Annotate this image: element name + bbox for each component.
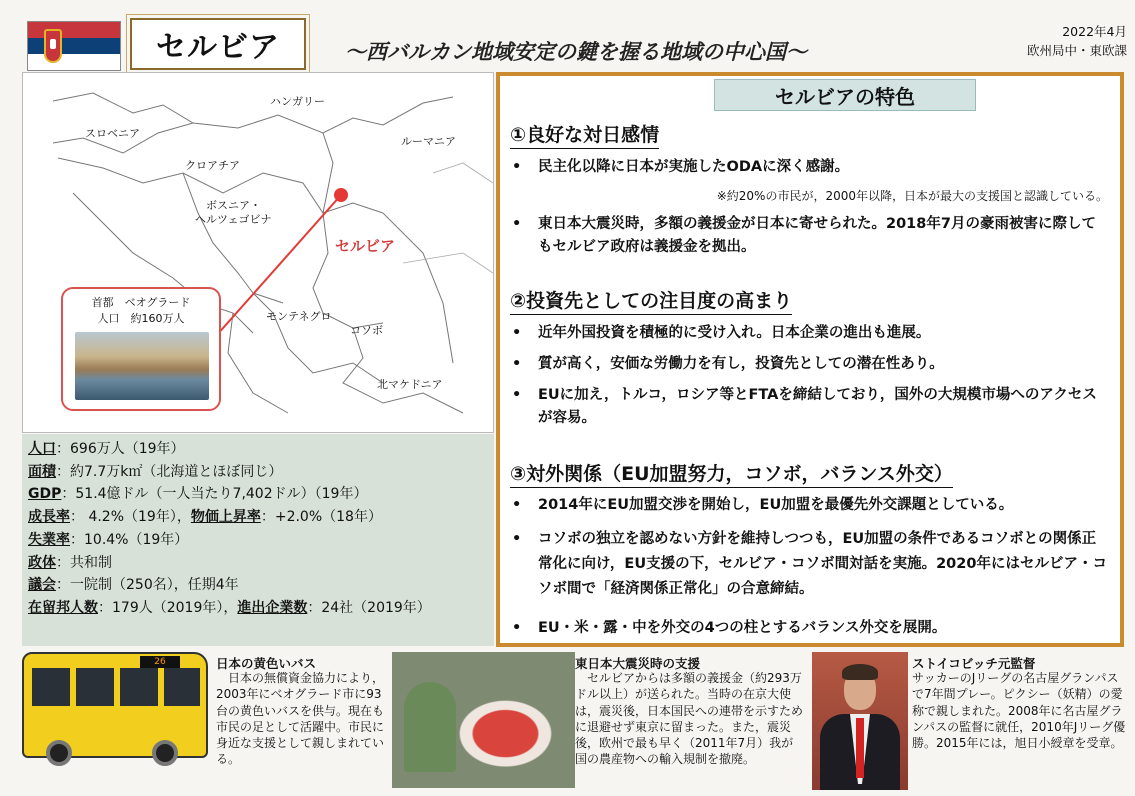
capital-population: 人口 約160万人 xyxy=(97,312,185,325)
card-text-earthquake: セルビアからは多額の義援金（約293万ドル以上）が送られた。当時の在京大使は，震災後，日本国民への連帯を示すために退避せず東京に留まった。また，震災後，欧州で最も早く（2011年7月）我が国の農産物への輸入規制を撤廃。 xyxy=(575,671,804,767)
bullet-eu-accession: • 2014年にEU加盟交渉を開始し，EU加盟を最優先外交課題としている。 xyxy=(510,494,1110,517)
label-north-macedonia: 北マケドニア xyxy=(377,378,443,391)
label-slovenia: スロベニア xyxy=(85,127,140,140)
card-stojkovic xyxy=(812,652,1130,792)
department: 欧州局中・東欧課 xyxy=(1026,43,1127,58)
fact-gdp: GDP：51.4億ドル（一人当たり7,402ドル）（19年） xyxy=(28,486,368,503)
issue-info xyxy=(1027,22,1127,60)
card-title-stojkovic: ストイコビッチ元監督 xyxy=(912,656,1036,671)
fact-government: 政体：共和制 xyxy=(28,554,112,571)
label-croatia: クロアチア xyxy=(185,159,240,172)
label-bosnia-1: ボスニア・ xyxy=(206,199,261,212)
fact-parliament: 議会：一院制（250名），任期4年 xyxy=(28,577,239,594)
capital-callout xyxy=(61,287,221,411)
label-montenegro: モンテネグロ xyxy=(266,310,332,323)
label-romania: ルーマニア xyxy=(401,135,456,148)
coat-of-arms-icon xyxy=(44,29,62,63)
section-title-japan-sentiment: ①良好な対日感情 xyxy=(510,120,659,149)
basic-facts xyxy=(22,434,494,646)
fact-residents-companies: 在留邦人数：179人（2019年），進出企業数：24社（2019年） xyxy=(28,599,431,616)
card-earthquake-support xyxy=(392,652,807,792)
bullet-oda: • 民主化以降に日本が実施したODAに深く感謝。 xyxy=(510,156,1110,179)
coach-photo xyxy=(812,652,908,790)
card-text-stojkovic: サッカーのJリーグの名古屋グランパスで7年間プレー。ピクシー（妖精）の愛称で親しまれた。2008年に名古屋グランパスの監督に就任，2010年Jリーグ優勝。2015年には，旭日小綬章を受章。 xyxy=(912,671,1126,751)
serbia-flag xyxy=(27,21,121,71)
features-heading: セルビアの特色 xyxy=(714,79,976,111)
note-support-country: ※約20%の市民が，2000年以降，日本が最大の支援国と認識している。 xyxy=(716,189,1108,203)
belgrade-photo xyxy=(75,332,209,400)
card-yellow-bus xyxy=(22,652,394,792)
bullet-donations: • 東日本大震災時，多額の義援金が日本に寄せられた。2018年7月の豪雨被害に際してもセルビア政府は義援金を拠出。 xyxy=(510,213,1110,259)
section-title-foreign-relations: ③対外関係（EU加盟努力，コソボ，バランス外交） xyxy=(510,459,953,488)
issue-date: 2022年4月 xyxy=(1062,24,1127,39)
page-subtitle: ～西バルカン地域安定の鍵を握る地域の中心国～ xyxy=(345,40,807,64)
fact-unemployment: 失業率：10.4%（19年） xyxy=(28,531,189,548)
card-title-earthquake: 東日本大震災時の支援 xyxy=(575,656,701,671)
label-serbia: セルビア xyxy=(335,237,396,255)
label-bosnia-2: ヘルツェゴビナ xyxy=(195,213,272,226)
capital-name: 首都 ベオグラード xyxy=(91,296,191,309)
crowd-photo xyxy=(392,652,575,788)
bullet-foreign-investment: • 近年外国投資を積極的に受け入れ。日本企業の進出も進展。 xyxy=(510,322,1110,345)
yellow-bus-photo: 26 xyxy=(22,652,208,758)
fact-growth-inflation: 成長率： 4.2%（19年），物価上昇率：+2.0%（18年） xyxy=(28,509,382,526)
bullet-balance-diplomacy: • EU・米・露・中を外交の4つの柱とするバランス外交を展開。 xyxy=(510,617,1110,640)
page-title: セルビア xyxy=(130,18,306,70)
bullet-labor: • 質が高く，安価な労働力を有し，投資先としての潜在性あり。 xyxy=(510,353,1110,376)
label-hungary: ハンガリー xyxy=(270,95,325,108)
bullet-fta: • EUに加え，トルコ，ロシア等とFTAを締結しており，国外の大規模市場へのアクセスが容易。 xyxy=(510,384,1110,430)
card-title-bus: 日本の黄色いバス xyxy=(216,656,317,671)
belgrade-marker xyxy=(334,188,348,202)
section-title-investment: ②投資先としての注目度の高まり xyxy=(510,286,792,315)
fact-area: 面積：約7.7万k㎡（北海道とほぼ同じ） xyxy=(28,463,283,480)
map-panel xyxy=(22,72,494,433)
label-kosovo: コソボ xyxy=(350,324,383,337)
bullet-kosovo: • コソボの独立を認めない方針を維持しつつも，EU加盟の条件であるコソボとの関係正常化に向け，EU支援の下，セルビア・コソボ間対話を実施。2020年にはセルビア・コソボ間で「経済関係正常化」の合意締結。 xyxy=(510,527,1110,602)
fact-population: 人口：696万人（19年） xyxy=(28,441,185,457)
features-panel xyxy=(496,72,1124,647)
card-text-bus: 日本の無償資金協力により，2003年にベオグラード市に93台の黄色いバスを供与。現在も市民の足として活躍中。市民に身近な支援として親しまれている。 xyxy=(216,671,385,767)
